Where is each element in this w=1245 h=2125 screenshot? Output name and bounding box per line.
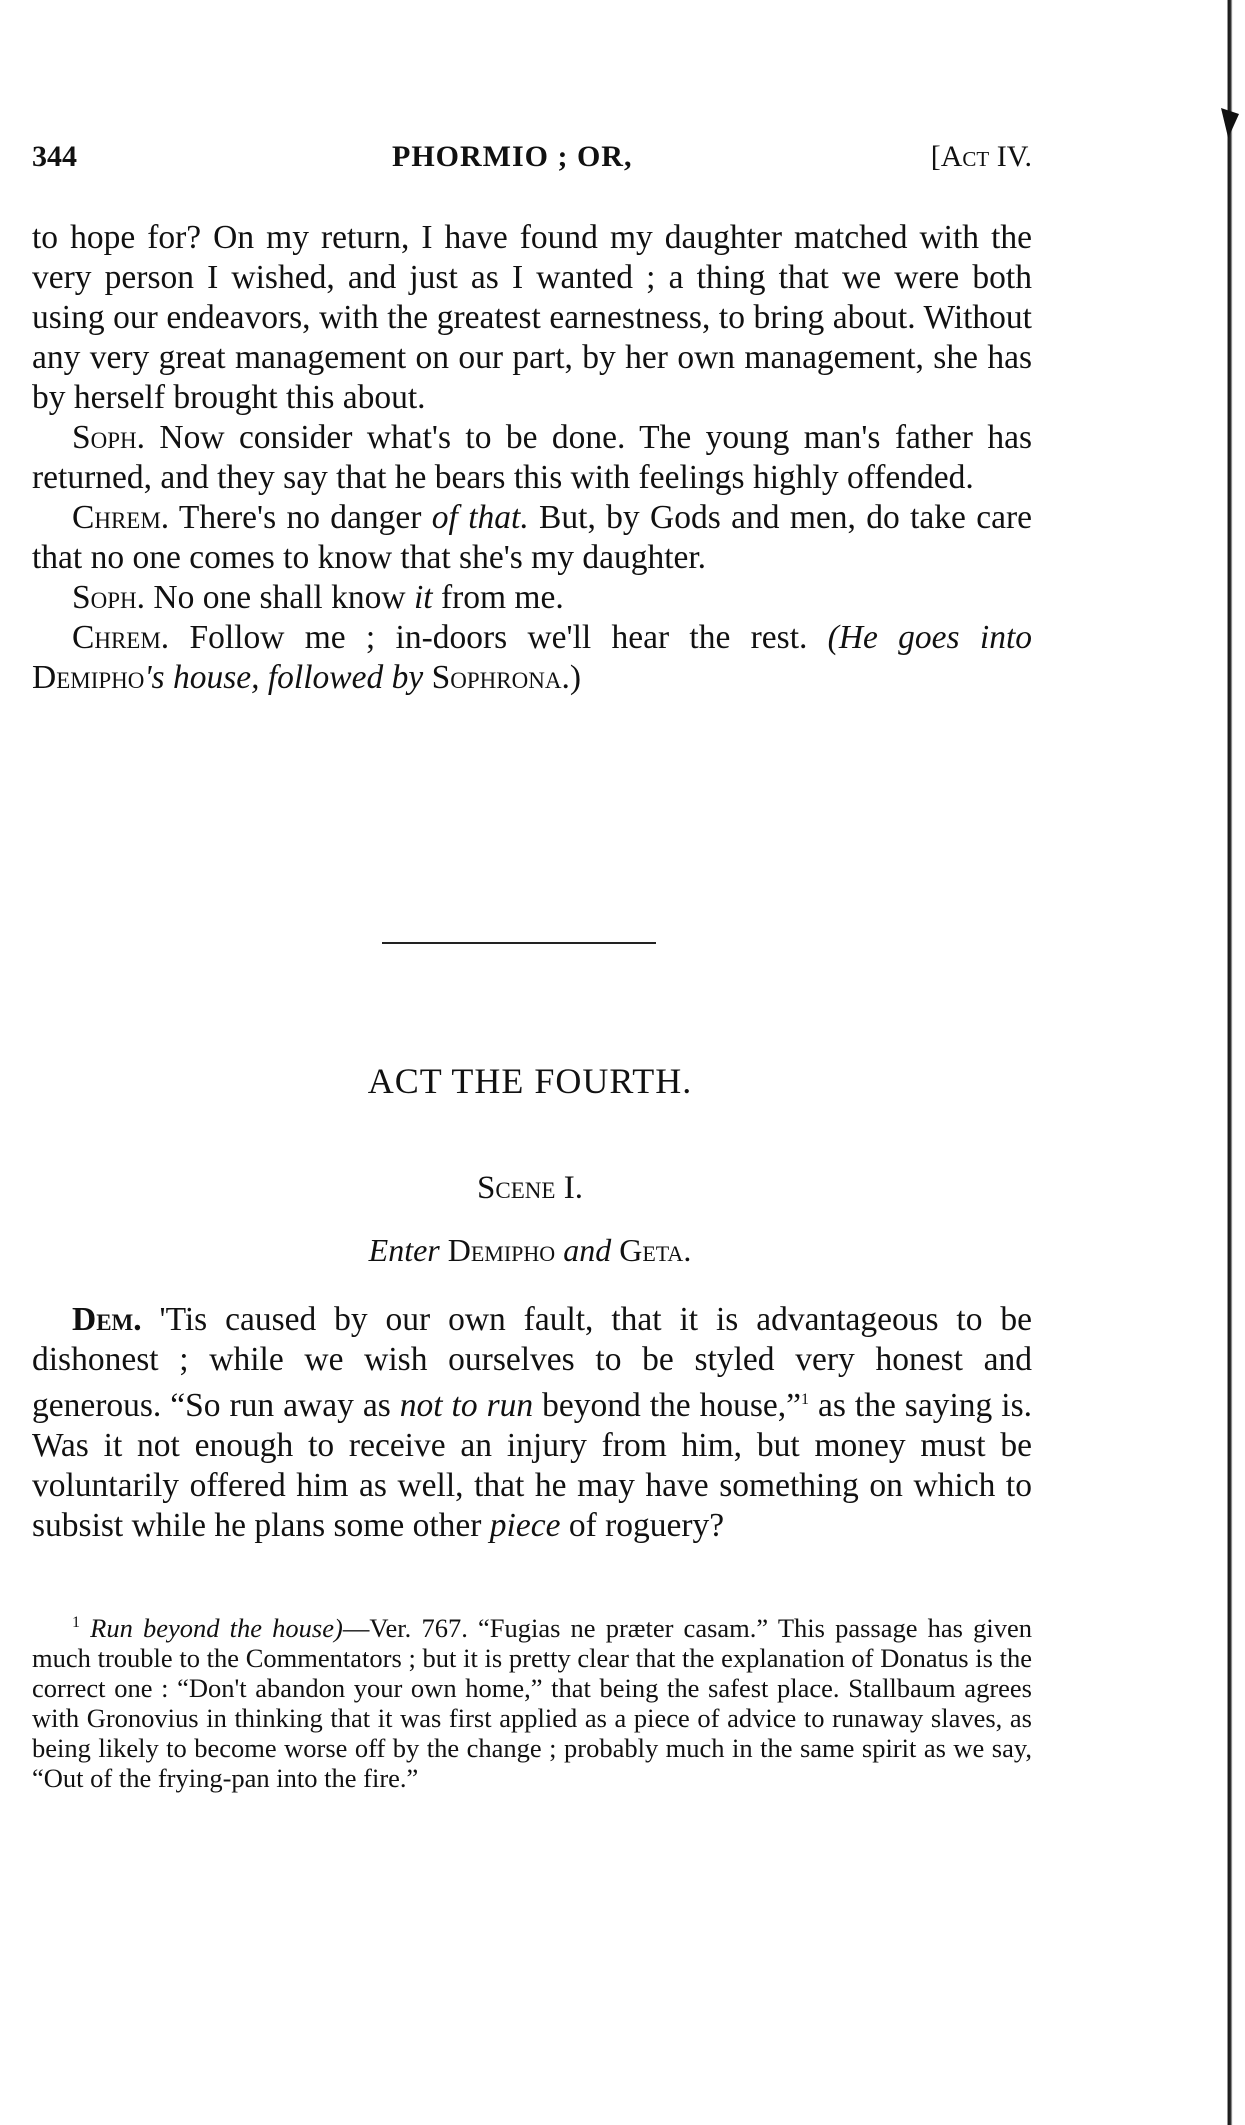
character-name: Demipho — [447, 1232, 556, 1268]
act-heading: ACT THE FOURTH. — [367, 1061, 693, 1101]
footnote-marker: 1 — [801, 1391, 810, 1408]
speaker: Dem. — [72, 1301, 142, 1338]
speech: beyond the house,” — [533, 1387, 802, 1425]
running-title: PHORMIO ; OR, — [392, 140, 633, 173]
speaker: Chrem. — [72, 619, 170, 656]
speech: Now consider what's to be done. The young man's father has returned, and they say that he bears this with feelings highly offended. — [32, 419, 1032, 496]
speaker: Chrem. — [72, 499, 170, 536]
stage-direction: 's house, followed by — [144, 659, 432, 696]
binding-edge — [1219, 0, 1245, 2125]
speech: There's no danger — [178, 499, 432, 536]
speech: of roguery? — [560, 1507, 725, 1545]
dialogue-line — [32, 498, 1032, 578]
dialogue-line — [32, 578, 1032, 618]
speech: as the saying is. Was it not enough to receive an injury from him, but money must be voluntarily offered him as well, that he may have something on which to subsist while he plans some other — [32, 1387, 1032, 1545]
act-marker: [Act IV. — [930, 140, 1032, 173]
footnote-text — [32, 1608, 1032, 1793]
footnote-mark: 1 — [72, 1614, 80, 1631]
footnote-reference: Run beyond the house) — [90, 1612, 343, 1643]
stage-name: Demipho — [32, 659, 145, 696]
paragraph: to hope for? On my return, I have found my daughter matched with the very person I wished, and just as I wanted ; a thing that we were both using our endeavors, with the greatest earnestness, to bring about. Without any very great management on our part, by her own management, she has by herself brought this about. — [32, 219, 1032, 416]
running-header — [32, 140, 1032, 180]
speech: But, by Gods and men, do take care that no one comes to know that she's my daughter. — [32, 499, 1032, 576]
speech: from me. — [432, 579, 564, 616]
character-name: Geta. — [619, 1232, 692, 1268]
scene-heading: Scene I. — [477, 1170, 583, 1206]
speaker: Soph. — [72, 579, 146, 616]
dialogue-line — [32, 618, 1032, 698]
speech-emphasis: it — [413, 579, 433, 616]
speech: No one shall know — [153, 579, 414, 616]
stage-name: Sophrona — [431, 659, 562, 696]
speech: Follow me ; in-doors we'll hear the rest. — [189, 619, 808, 656]
footnote — [32, 1608, 1032, 1793]
main-text-top — [32, 218, 1032, 698]
main-text-bottom — [32, 1300, 1032, 1546]
section-rule — [382, 942, 656, 944]
speaker: Soph. — [72, 419, 146, 456]
and-word: and — [563, 1232, 612, 1268]
speech: 'Tis caused by our own fault, that it is advantageous to be dishonest ; while we wish ourselves to be styled very honest and generous. “So run away as — [32, 1301, 1032, 1425]
speech-emphasis: piece — [489, 1507, 561, 1545]
stage-direction: (He goes into — [827, 619, 1032, 656]
stage-direction: .) — [561, 659, 581, 696]
speech-emphasis: of that. — [431, 499, 529, 536]
speech-emphasis: not to run — [399, 1387, 534, 1425]
page-number: 344 — [32, 140, 77, 173]
entrance-direction — [0, 1232, 1060, 1269]
footnote-body: —Ver. 767. “Fugias ne præter casam.” This passage has given much trouble to the Commentators ; but it is pretty clear that the explanation of Donatus is the correct one : “Don't abandon your own home,” that being the safest place. Stallbaum agrees with Gronovius in thinking that it was first applied as a piece of advice to runaway slaves, as being likely to become worse off by the change ; probably much in the same spirit as we say, “Out of the frying-pan into the fire.” — [32, 1612, 1032, 1793]
enter-word: Enter — [368, 1232, 440, 1268]
dialogue-line — [32, 418, 1032, 498]
dialogue-line — [32, 1300, 1032, 1546]
